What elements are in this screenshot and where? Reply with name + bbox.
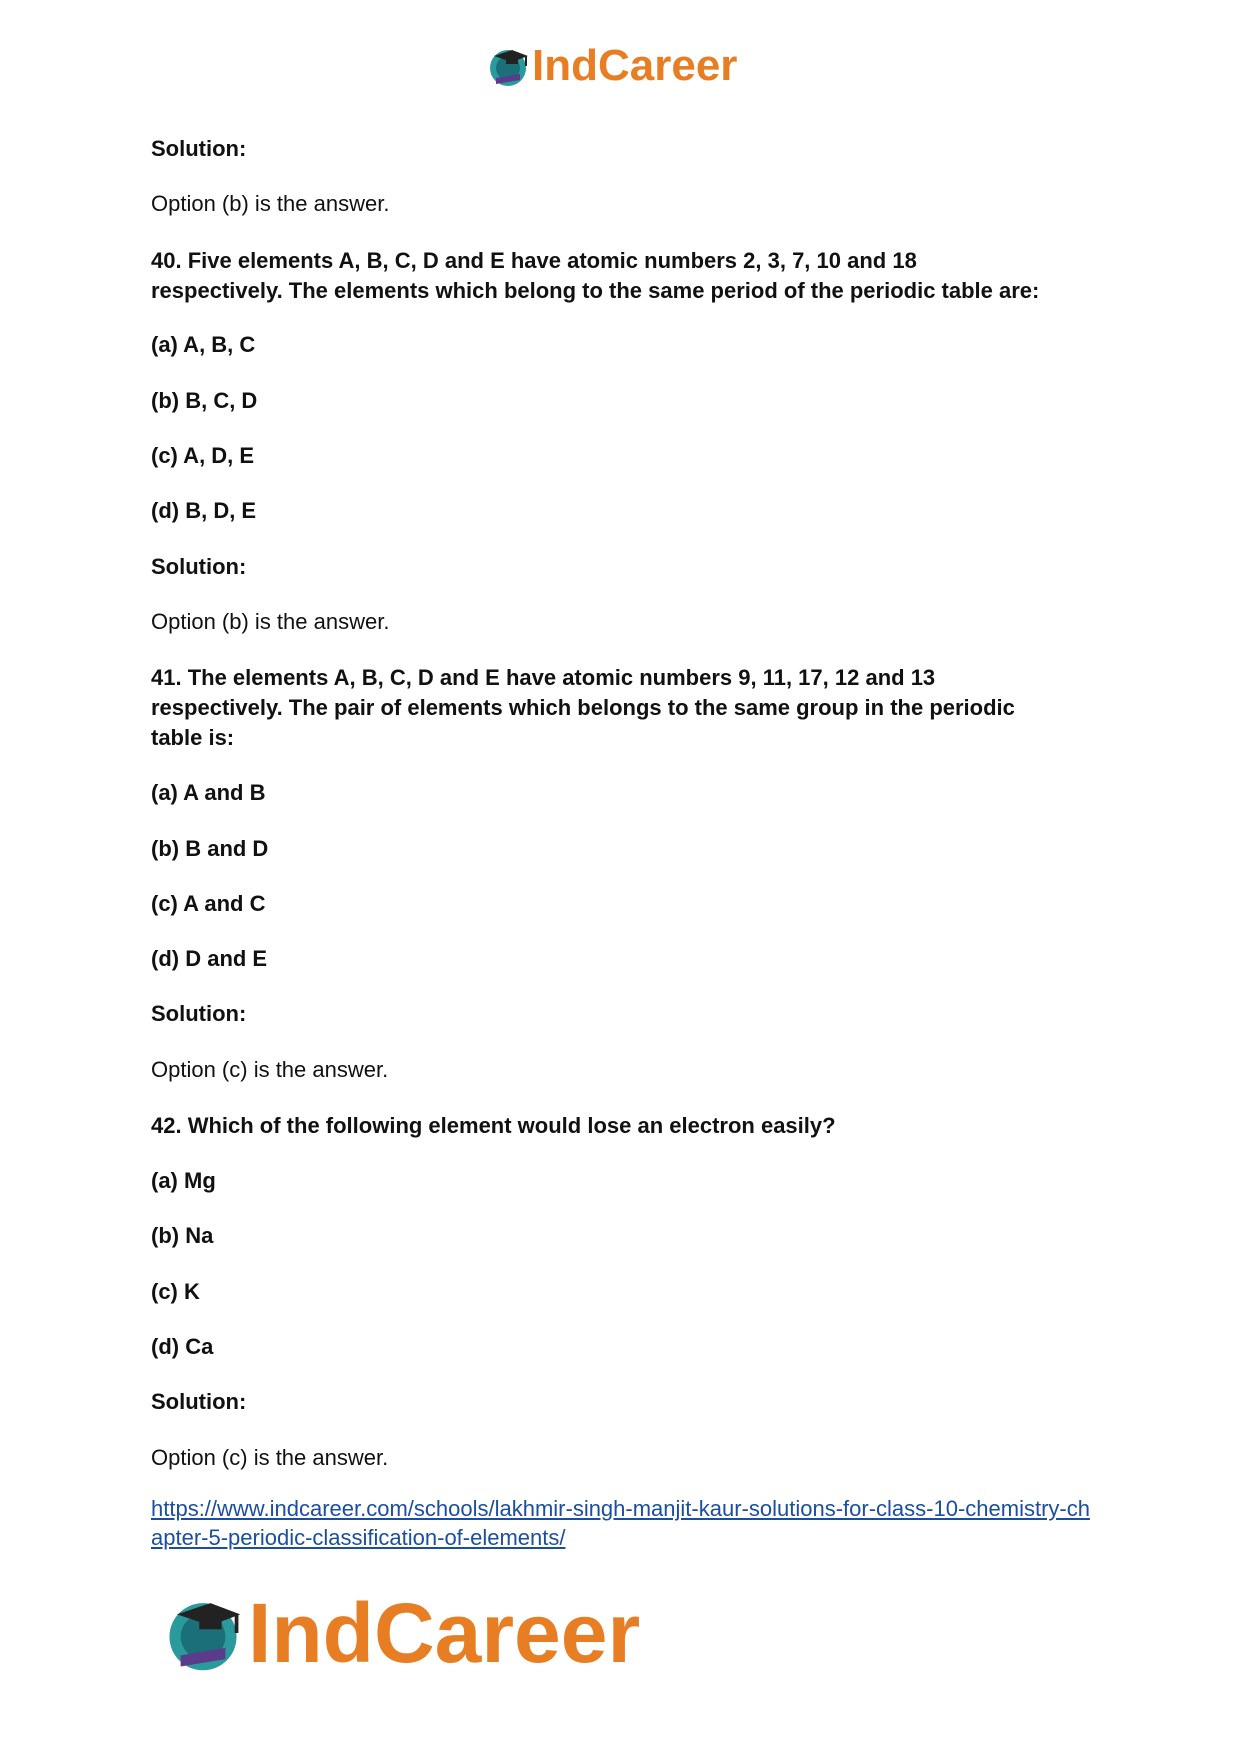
bold-text-line: table is: <box>151 725 235 750</box>
bold-text-line: (a) A and B <box>151 780 266 805</box>
source-link[interactable]: https://www.indcareer.com/schools/lakhmir-singh-manjit-kaur-solutions-for-class-10-chemistry-chapter-5-periodic-classification-of-elements/ <box>151 1496 1090 1550</box>
logo-graduation-cap-icon <box>162 1592 244 1674</box>
bold-text-line: Solution: <box>151 136 247 161</box>
bold-text-line: 42. Which of the following element would lose an electron easily? <box>151 1113 836 1138</box>
logo-graduation-cap-icon <box>486 44 530 88</box>
bold-text-line: (d) D and E <box>151 946 268 971</box>
bold-text-line: (d) B, D, E <box>151 498 257 523</box>
answer-text-line: Option (c) is the answer. <box>151 1057 389 1082</box>
bold-text-line: 40. Five elements A, B, C, D and E have atomic numbers 2, 3, 7, 10 and 18 <box>151 248 917 273</box>
header-logo <box>486 40 737 92</box>
bold-text-line: (b) Na <box>151 1223 214 1248</box>
bold-text-line: (b) B and D <box>151 836 269 861</box>
footer-logo <box>162 1588 640 1678</box>
header-brand-text: IndCareer <box>532 41 738 90</box>
answer-text-line: Option (b) is the answer. <box>151 191 390 216</box>
answer-text-line: Option (b) is the answer. <box>151 609 390 634</box>
bold-text-line: respectively. The pair of elements which belongs to the same group in the periodic <box>151 695 1015 720</box>
bold-text-line: (c) A, D, E <box>151 443 255 468</box>
bold-text-line: respectively. The elements which belong to the same period of the periodic table are: <box>151 278 1040 303</box>
answer-text-line: Option (c) is the answer. <box>151 1445 389 1470</box>
bold-text-line: Solution: <box>151 554 247 579</box>
bold-text-line: Solution: <box>151 1001 247 1026</box>
bold-text-line: 41. The elements A, B, C, D and E have atomic numbers 9, 11, 17, 12 and 13 <box>151 665 936 690</box>
bold-text-line: (a) A, B, C <box>151 332 256 357</box>
bold-text-line: (d) Ca <box>151 1334 214 1359</box>
bold-text-line: (b) B, C, D <box>151 388 258 413</box>
bold-text-line: (a) Mg <box>151 1168 216 1193</box>
footer-brand-text: IndCareer <box>248 1586 641 1680</box>
bold-text-line: (c) K <box>151 1279 200 1304</box>
bold-text-line: (c) A and C <box>151 891 266 916</box>
bold-text-line: Solution: <box>151 1389 247 1414</box>
